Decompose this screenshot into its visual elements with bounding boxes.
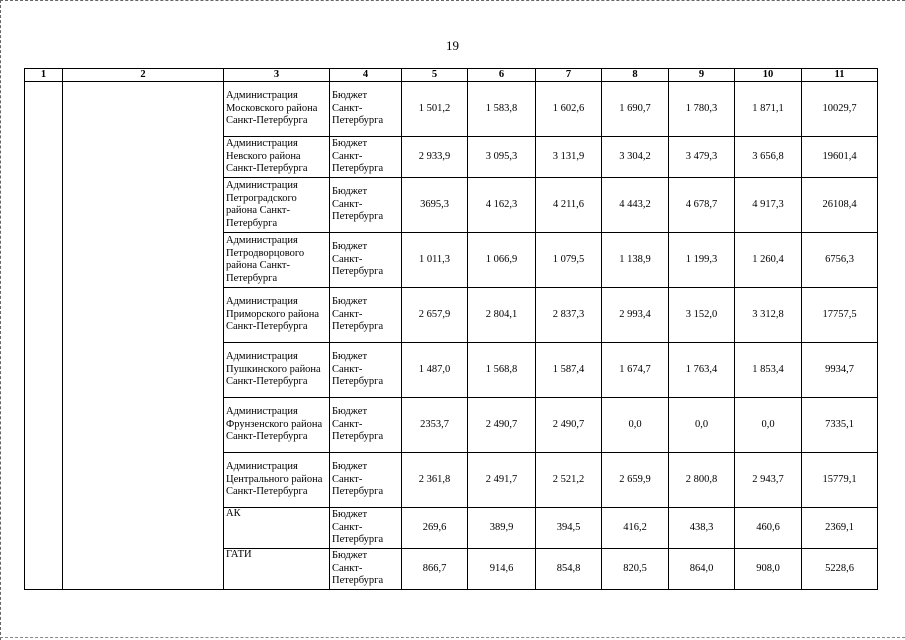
column-header: 3 <box>224 69 330 82</box>
column-header: 8 <box>602 69 669 82</box>
funding-source-cell: Бюджет Санкт-Петербурга <box>330 288 402 343</box>
value-cell: 394,5 <box>536 508 602 549</box>
funding-source-cell: Бюджет Санкт-Петербурга <box>330 508 402 549</box>
value-cell: 864,0 <box>669 549 735 590</box>
funding-source-cell: Бюджет Санкт-Петербурга <box>330 453 402 508</box>
total-cell: 17757,5 <box>802 288 878 343</box>
page-frame-bottom <box>0 637 905 638</box>
column-header: 5 <box>402 69 468 82</box>
funding-source-cell: Бюджет Санкт-Петербурга <box>330 82 402 137</box>
value-cell: 1 066,9 <box>468 233 536 288</box>
column-header: 9 <box>669 69 735 82</box>
total-cell: 2369,1 <box>802 508 878 549</box>
value-cell: 1 199,3 <box>669 233 735 288</box>
organization-cell: АК <box>224 508 330 549</box>
value-cell: 1 583,8 <box>468 82 536 137</box>
total-cell: 19601,4 <box>802 137 878 178</box>
value-cell: 1 501,2 <box>402 82 468 137</box>
value-cell: 4 917,3 <box>735 178 802 233</box>
value-cell: 460,6 <box>735 508 802 549</box>
value-cell: 389,9 <box>468 508 536 549</box>
value-cell: 2 800,8 <box>669 453 735 508</box>
value-cell: 3 304,2 <box>602 137 669 178</box>
value-cell: 3 656,8 <box>735 137 802 178</box>
value-cell: 2 521,2 <box>536 453 602 508</box>
organization-cell: Администрация Приморского района Санкт-Петербурга <box>224 288 330 343</box>
funding-source-cell: Бюджет Санкт-Петербурга <box>330 343 402 398</box>
value-cell: 4 162,3 <box>468 178 536 233</box>
organization-cell: Администрация Московского района Санкт-Петербурга <box>224 82 330 137</box>
value-cell: 416,2 <box>602 508 669 549</box>
funding-source-cell: Бюджет Санкт-Петербурга <box>330 398 402 453</box>
value-cell: 3 131,9 <box>536 137 602 178</box>
total-cell: 26108,4 <box>802 178 878 233</box>
column-header: 1 <box>25 69 63 82</box>
value-cell: 2 837,3 <box>536 288 602 343</box>
value-cell: 438,3 <box>669 508 735 549</box>
value-cell: 3695,3 <box>402 178 468 233</box>
value-cell: 1 871,1 <box>735 82 802 137</box>
value-cell: 866,7 <box>402 549 468 590</box>
column-header: 11 <box>802 69 878 82</box>
total-cell: 6756,3 <box>802 233 878 288</box>
value-cell: 3 152,0 <box>669 288 735 343</box>
value-cell: 2 804,1 <box>468 288 536 343</box>
column-header: 2 <box>63 69 224 82</box>
value-cell: 2 490,7 <box>536 398 602 453</box>
column-header: 6 <box>468 69 536 82</box>
value-cell: 2 361,8 <box>402 453 468 508</box>
value-cell: 2 993,4 <box>602 288 669 343</box>
value-cell: 1 602,6 <box>536 82 602 137</box>
value-cell: 1 079,5 <box>536 233 602 288</box>
total-cell: 5228,6 <box>802 549 878 590</box>
value-cell: 4 443,2 <box>602 178 669 233</box>
value-cell: 3 479,3 <box>669 137 735 178</box>
value-cell: 908,0 <box>735 549 802 590</box>
value-cell: 4 211,6 <box>536 178 602 233</box>
merged-cell-col-1 <box>25 82 63 590</box>
value-cell: 2 490,7 <box>468 398 536 453</box>
organization-cell: Администрация Петроградского района Санкт-Петербурга <box>224 178 330 233</box>
total-cell: 7335,1 <box>802 398 878 453</box>
value-cell: 0,0 <box>735 398 802 453</box>
value-cell: 2 491,7 <box>468 453 536 508</box>
value-cell: 1 587,4 <box>536 343 602 398</box>
value-cell: 0,0 <box>602 398 669 453</box>
value-cell: 2 657,9 <box>402 288 468 343</box>
funding-source-cell: Бюджет Санкт-Петербурга <box>330 137 402 178</box>
organization-cell: Администрация Фрунзенского района Санкт-Петербурга <box>224 398 330 453</box>
total-cell: 9934,7 <box>802 343 878 398</box>
organization-cell: Администрация Петродворцового района Санкт-Петербурга <box>224 233 330 288</box>
column-header: 10 <box>735 69 802 82</box>
value-cell: 2 933,9 <box>402 137 468 178</box>
organization-cell: Администрация Невского района Санкт-Петербурга <box>224 137 330 178</box>
value-cell: 1 011,3 <box>402 233 468 288</box>
value-cell: 854,8 <box>536 549 602 590</box>
value-cell: 1 853,4 <box>735 343 802 398</box>
value-cell: 1 674,7 <box>602 343 669 398</box>
page-number: 19 <box>446 38 459 53</box>
value-cell: 1 138,9 <box>602 233 669 288</box>
value-cell: 1 763,4 <box>669 343 735 398</box>
value-cell: 2 943,7 <box>735 453 802 508</box>
column-header: 4 <box>330 69 402 82</box>
organization-cell: Администрация Пушкинского района Санкт-Петербурга <box>224 343 330 398</box>
page-frame-left <box>0 0 1 640</box>
value-cell: 0,0 <box>669 398 735 453</box>
value-cell: 2 659,9 <box>602 453 669 508</box>
organization-cell: ГАТИ <box>224 549 330 590</box>
value-cell: 3 312,8 <box>735 288 802 343</box>
value-cell: 1 780,3 <box>669 82 735 137</box>
value-cell: 820,5 <box>602 549 669 590</box>
table-row <box>25 82 878 137</box>
total-cell: 15779,1 <box>802 453 878 508</box>
funding-source-cell: Бюджет Санкт-Петербурга <box>330 178 402 233</box>
organization-cell: Администрация Центрального района Санкт-Петербурга <box>224 453 330 508</box>
column-header: 7 <box>536 69 602 82</box>
value-cell: 3 095,3 <box>468 137 536 178</box>
value-cell: 1 260,4 <box>735 233 802 288</box>
page-frame-top <box>0 0 905 1</box>
value-cell: 1 487,0 <box>402 343 468 398</box>
funding-source-cell: Бюджет Санкт-Петербурга <box>330 233 402 288</box>
funding-source-cell: Бюджет Санкт-Петербурга <box>330 549 402 590</box>
value-cell: 1 568,8 <box>468 343 536 398</box>
value-cell: 1 690,7 <box>602 82 669 137</box>
value-cell: 4 678,7 <box>669 178 735 233</box>
table-header-row <box>25 69 878 82</box>
merged-cell-col-2 <box>63 82 224 590</box>
total-cell: 10029,7 <box>802 82 878 137</box>
budget-table <box>24 68 878 590</box>
value-cell: 2353,7 <box>402 398 468 453</box>
value-cell: 269,6 <box>402 508 468 549</box>
value-cell: 914,6 <box>468 549 536 590</box>
